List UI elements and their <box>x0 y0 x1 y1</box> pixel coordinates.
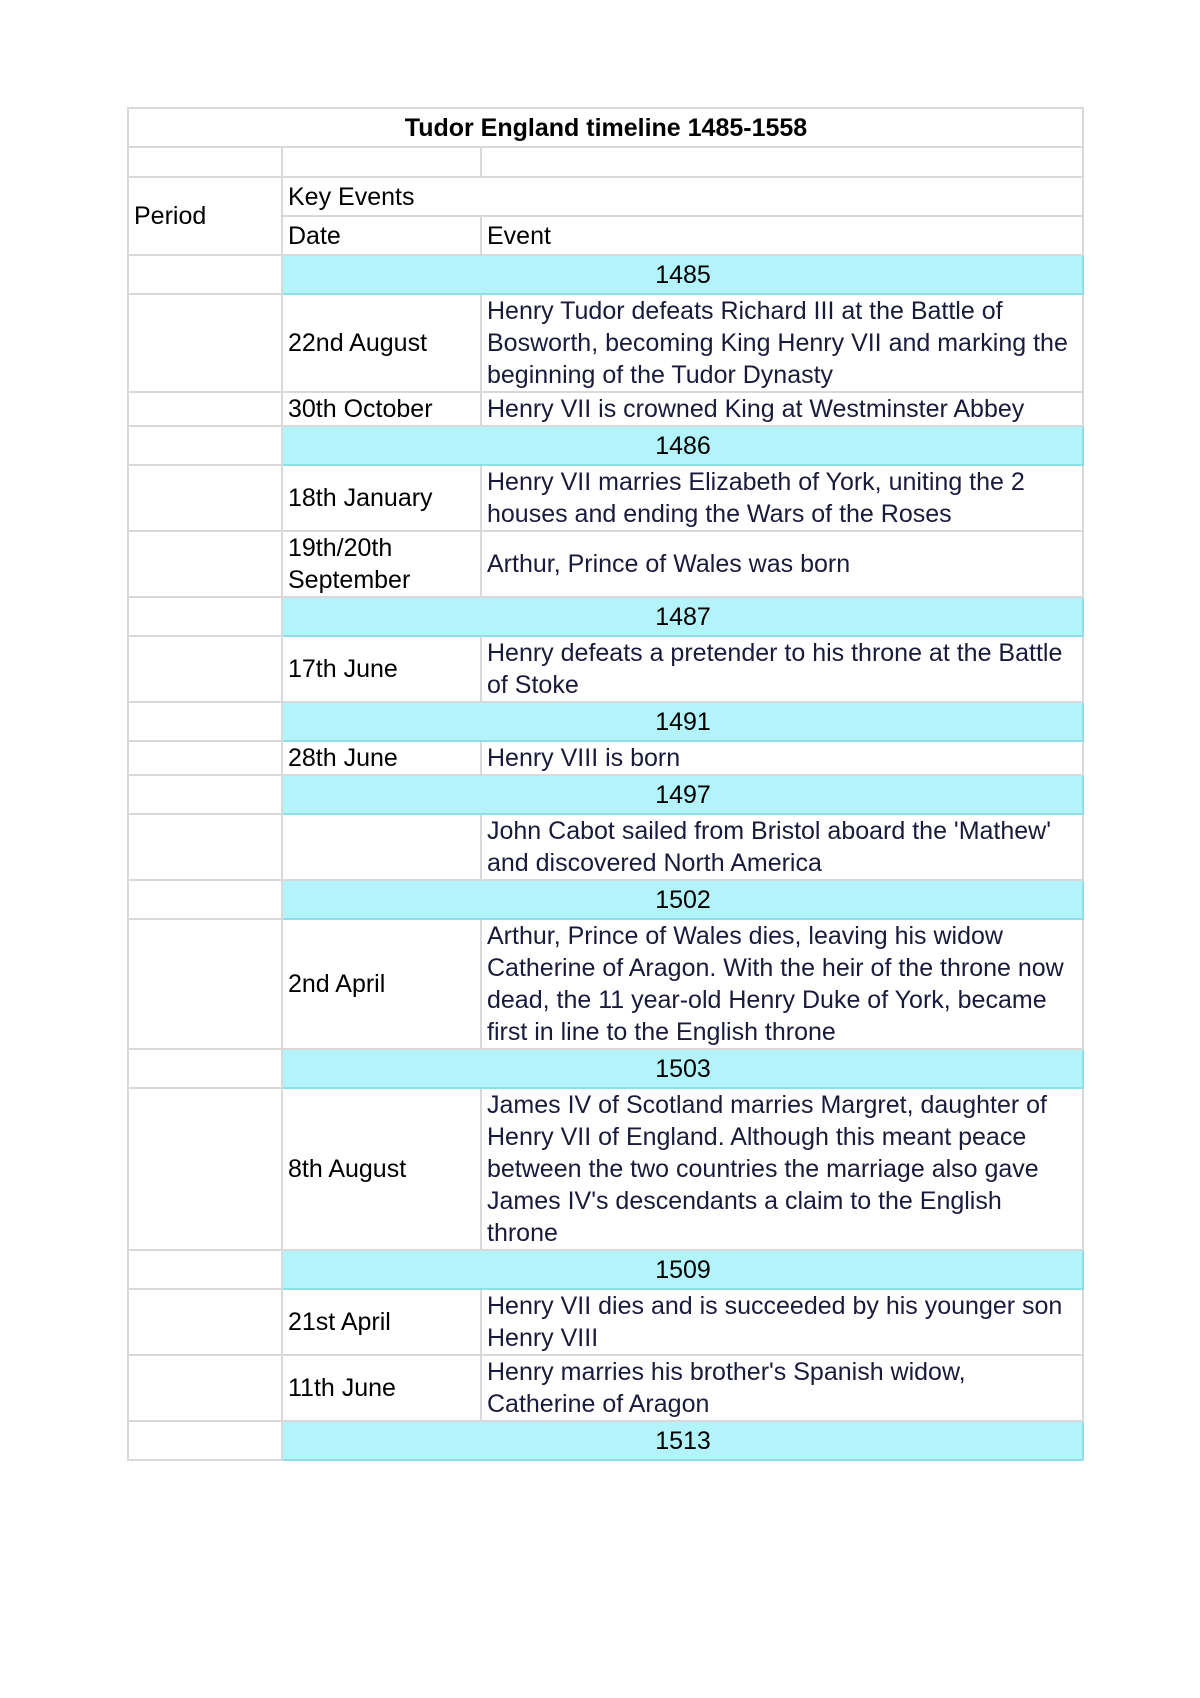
empty-cell <box>128 147 282 177</box>
title-row <box>128 108 1083 147</box>
event-row <box>128 1355 1083 1421</box>
year-band: 1497 <box>282 775 1083 814</box>
event-description: Henry VII marries Elizabeth of York, uniting the 2 houses and ending the Wars of the Roses <box>481 465 1083 531</box>
period-cell <box>128 814 282 880</box>
year-row <box>128 426 1083 465</box>
date-header: Date <box>282 216 481 255</box>
event-description: Henry VIII is born <box>481 741 1083 775</box>
year-band: 1509 <box>282 1250 1083 1289</box>
event-description: Henry VII dies and is succeeded by his younger son Henry VIII <box>481 1289 1083 1355</box>
timeline-body <box>128 108 1083 1460</box>
period-cell <box>128 294 282 392</box>
year-band: 1491 <box>282 702 1083 741</box>
event-date: 28th June <box>282 741 481 775</box>
period-cell <box>128 702 282 741</box>
year-band: 1485 <box>282 255 1083 294</box>
event-row <box>128 1088 1083 1250</box>
event-row <box>128 741 1083 775</box>
event-date: 21st April <box>282 1289 481 1355</box>
timeline-table <box>127 107 1084 1461</box>
event-date: 2nd April <box>282 919 481 1049</box>
event-description: Henry defeats a pretender to his throne at the Battle of Stoke <box>481 636 1083 702</box>
year-band: 1486 <box>282 426 1083 465</box>
key-events-header: Key Events <box>282 177 1083 216</box>
event-description: John Cabot sailed from Bristol aboard the 'Mathew' and discovered North America <box>481 814 1083 880</box>
event-row <box>128 919 1083 1049</box>
period-cell <box>128 531 282 597</box>
period-cell <box>128 465 282 531</box>
event-date: 22nd August <box>282 294 481 392</box>
year-band: 1487 <box>282 597 1083 636</box>
period-cell <box>128 775 282 814</box>
event-date <box>282 814 481 880</box>
year-row <box>128 702 1083 741</box>
event-date: 30th October <box>282 392 481 426</box>
period-cell <box>128 1355 282 1421</box>
year-row <box>128 880 1083 919</box>
event-date: 18th January <box>282 465 481 531</box>
period-cell <box>128 1250 282 1289</box>
event-description: Henry VII is crowned King at Westminster Abbey <box>481 392 1083 426</box>
year-row <box>128 1049 1083 1088</box>
event-description: Henry Tudor defeats Richard III at the Battle of Bosworth, becoming King Henry VII and marking the beginning of the Tudor Dynasty <box>481 294 1083 392</box>
period-cell <box>128 741 282 775</box>
year-row <box>128 1250 1083 1289</box>
event-description: Henry marries his brother's Spanish widow, Catherine of Aragon <box>481 1355 1083 1421</box>
event-header: Event <box>481 216 1083 255</box>
event-date: 17th June <box>282 636 481 702</box>
event-row <box>128 465 1083 531</box>
event-row <box>128 1289 1083 1355</box>
year-band: 1513 <box>282 1421 1083 1460</box>
event-description: James IV of Scotland marries Margret, daughter of Henry VII of England. Although this meant peace between the two countries the marriage also gave James IV's descendants a claim to the English throne <box>481 1088 1083 1250</box>
event-date: 19th/20th September <box>282 531 481 597</box>
period-cell <box>128 597 282 636</box>
period-cell <box>128 1049 282 1088</box>
table-title: Tudor England timeline 1485-1558 <box>128 108 1083 147</box>
year-row <box>128 775 1083 814</box>
event-date: 8th August <box>282 1088 481 1250</box>
event-row <box>128 814 1083 880</box>
period-cell <box>128 1088 282 1250</box>
period-cell <box>128 1289 282 1355</box>
period-cell <box>128 255 282 294</box>
event-date: 11th June <box>282 1355 481 1421</box>
header-row-key-events <box>128 177 1083 216</box>
event-row <box>128 531 1083 597</box>
event-row <box>128 294 1083 392</box>
period-header: Period <box>128 177 282 255</box>
period-cell <box>128 919 282 1049</box>
period-cell <box>128 1421 282 1460</box>
year-row <box>128 255 1083 294</box>
period-cell <box>128 636 282 702</box>
year-row <box>128 1421 1083 1460</box>
empty-cell <box>282 147 481 177</box>
event-row <box>128 392 1083 426</box>
year-row <box>128 597 1083 636</box>
period-cell <box>128 392 282 426</box>
year-band: 1503 <box>282 1049 1083 1088</box>
event-row <box>128 636 1083 702</box>
empty-cell <box>481 147 1083 177</box>
year-band: 1502 <box>282 880 1083 919</box>
period-cell <box>128 880 282 919</box>
spacer-row <box>128 147 1083 177</box>
event-description: Arthur, Prince of Wales dies, leaving his widow Catherine of Aragon. With the heir of the throne now dead, the 11 year-old Henry Duke of York, became first in line to the English throne <box>481 919 1083 1049</box>
period-cell <box>128 426 282 465</box>
event-description: Arthur, Prince of Wales was born <box>481 531 1083 597</box>
